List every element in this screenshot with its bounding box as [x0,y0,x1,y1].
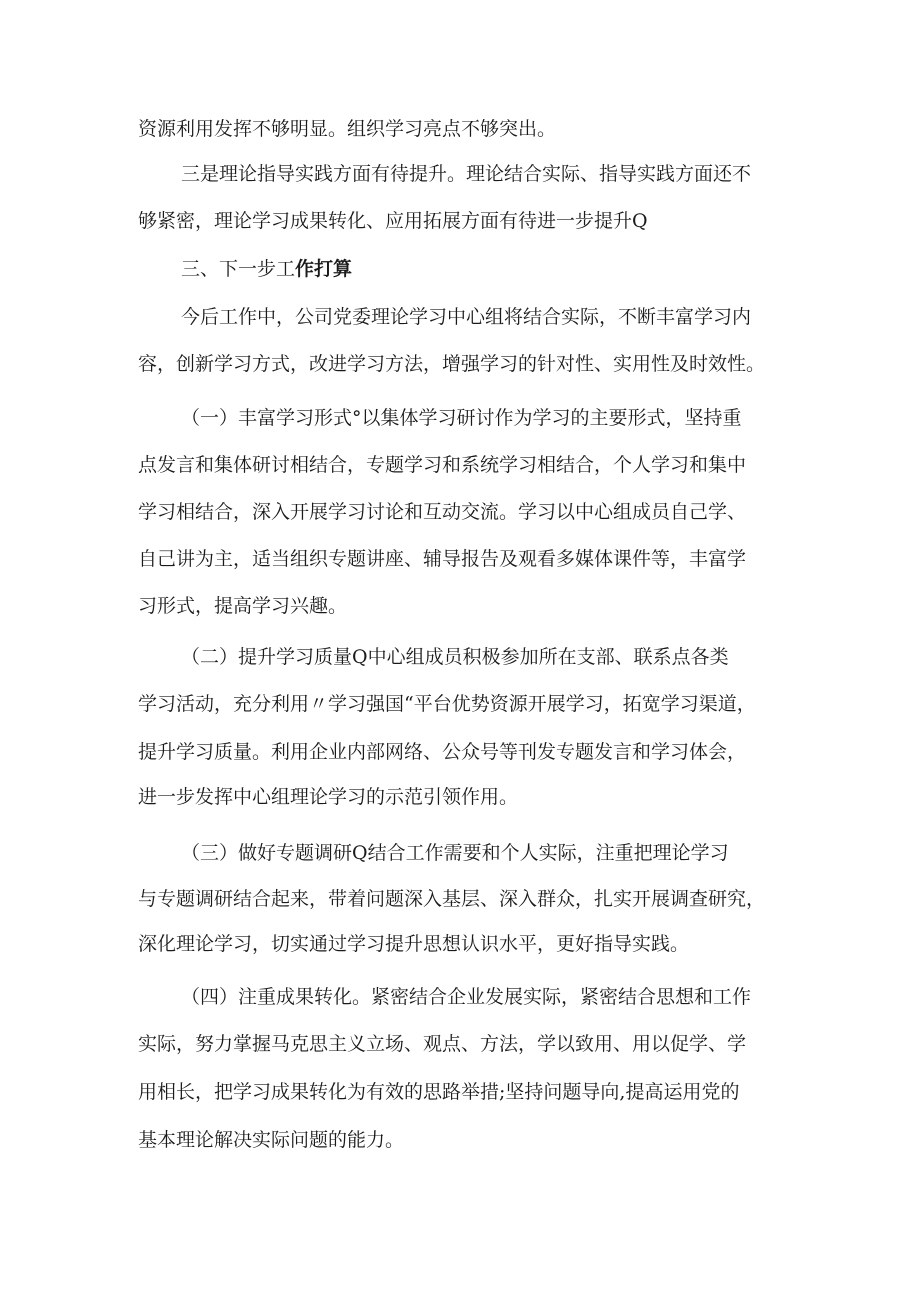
text-line [0,115,920,143]
line-text: 习形式，提高学习兴趣。 [138,595,348,617]
text-line [0,1030,920,1058]
text-line [0,498,920,526]
text-line [0,451,920,479]
line-text: 提升学习质量。利用企业内部网络、公众号等刊发专题发言和学习体会， [138,741,747,763]
text-line [0,983,920,1011]
line-text: 点发言和集体研讨相结合，专题学习和系统学习相结合，个人学习和集中 [138,454,747,476]
line-text: 容，创新学习方式，改进学习方法，增强学习的针对性、实用性及时效性。 [138,353,766,375]
line-text: 深化理论学习，切实通过学习提升思想认识水平，更好指导实践。 [138,933,690,955]
line-text: 基本理论解决实际问题的能力。 [138,1129,405,1151]
text-line [0,1126,920,1154]
text-line [0,303,920,331]
text-line [0,738,920,766]
text-line [0,160,920,188]
line-text: 今后工作中，公司党委理论学习中心组将结合实际，不断丰富学习内 [181,306,752,328]
text-line [0,1078,920,1106]
text-line [0,592,920,620]
text-line [0,404,920,432]
line-text: 进一步发挥中心组理论学习的示范引领作用。 [138,786,519,808]
line-text: 用相长，把学习成果转化为有效的思路举措;坚持问题导向,提高运用党的 [138,1081,740,1103]
text-line [0,350,920,378]
text-line [0,885,920,913]
text-line [0,839,920,867]
line-text: 学习活动，充分利用〃学习强国“平台优势资源开展学习，拓宽学习渠道， [138,693,756,715]
line-text: 与专题调研结合起来，带着问题深入基层、深入群众，扎实开展调查研究， [138,888,766,910]
heading-plain: 三、下一步工 [181,258,296,280]
line-text: 实际，努力掌握马克思主义立场、观点、方法，学以致用、用以促学、学 [138,1033,747,1055]
line-text: 自己讲为主，适当组织专题讲座、辅导报告及观看多媒体课件等，丰富学 [138,548,747,570]
line-text: （三）做好专题调研Q结合工作需要和个人实际，注重把理论学习 [181,842,729,864]
line-text: 资源利用发挥不够明显。组织学习亮点不够突出。 [138,118,557,140]
text-line [0,643,920,671]
line-text: 够紧密，理论学习成果转化、应用拓展方面有待进一步提升Q [138,210,648,232]
heading-bold: 作打算 [295,258,353,280]
text-line [0,545,920,573]
line-text: 学习相结合，深入开展学习讨论和互动交流。学习以中心组成员自己学、 [138,501,747,523]
line-text: （一）丰富学习形式°以集体学习研讨作为学习的主要形式，坚持重 [181,407,742,429]
text-line [0,207,920,235]
line-text: 三是理论指导实践方面有待提升。理论结合实际、指导实践方面还不 [181,163,752,185]
section-heading [0,255,920,283]
text-line [0,930,920,958]
line-text: （四）注重成果转化。紧密结合企业发展实际，紧密结合思想和工作 [181,986,752,1008]
text-line [0,783,920,811]
line-text: （二）提升学习质量Q中心组成员积极参加所在支部、联系点各类 [181,646,729,668]
text-line [0,690,920,718]
